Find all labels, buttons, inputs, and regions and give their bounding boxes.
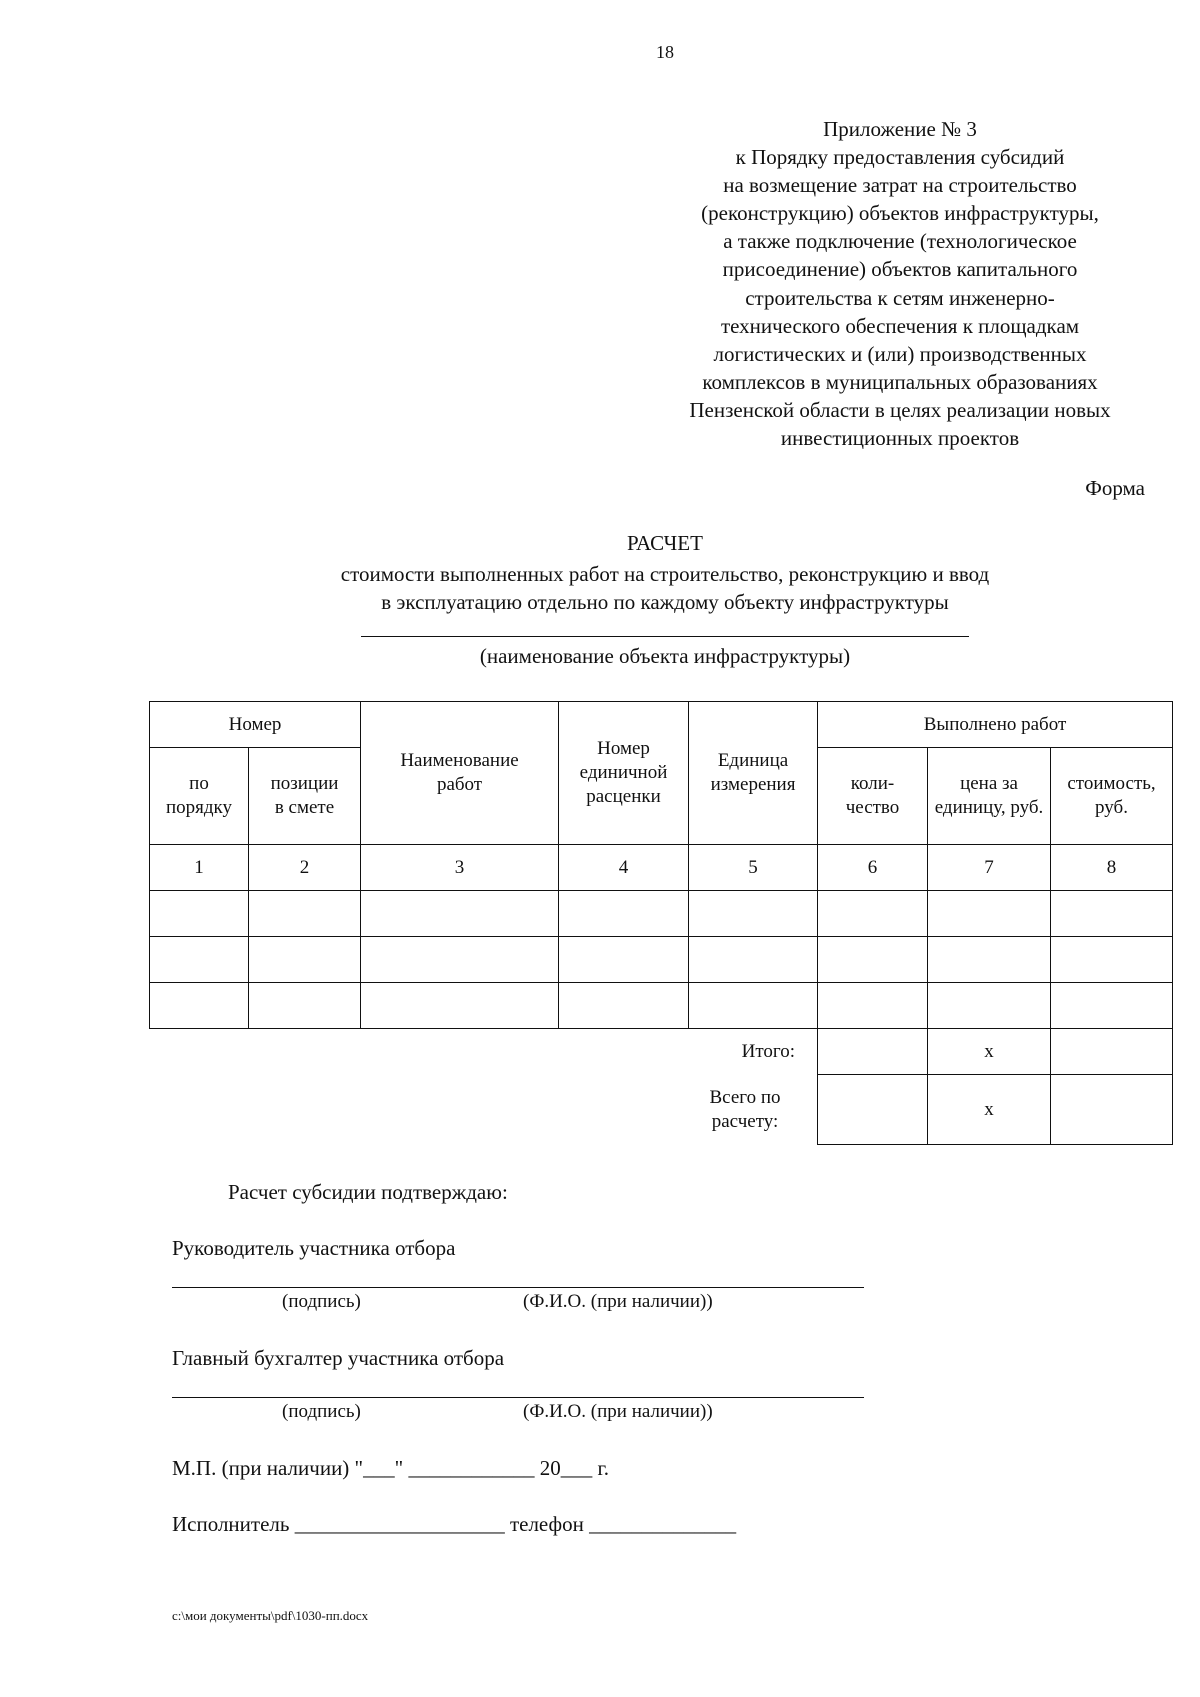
appendix-line: Приложение № 3 xyxy=(823,117,977,141)
table-cell[interactable] xyxy=(361,983,559,1029)
calculation-table xyxy=(149,701,1173,1145)
table-cell[interactable] xyxy=(818,937,928,983)
appendix-line: (реконструкцию) объектов инфраструктуры, xyxy=(701,201,1099,226)
head-name-caption: (Ф.И.О. (при наличии)) xyxy=(523,1291,713,1312)
table-cell[interactable] xyxy=(1051,983,1173,1029)
table-cell[interactable] xyxy=(689,891,818,937)
table-cell[interactable] xyxy=(818,891,928,937)
total-cost-cell[interactable] xyxy=(1051,1029,1173,1075)
table-cell[interactable] xyxy=(150,937,249,983)
grand-cost-cell[interactable] xyxy=(1051,1075,1173,1145)
table-cell[interactable] xyxy=(249,983,361,1029)
grand-quantity-cell[interactable] xyxy=(818,1075,928,1145)
table-cell[interactable] xyxy=(361,891,559,937)
appendix-line: на возмещение затрат на строительство xyxy=(723,173,1077,198)
document-subtitle-line-1: стоимости выполненных работ на строительство, реконструкцию и ввод xyxy=(340,562,990,586)
table-row xyxy=(150,937,1173,983)
column-number: 3 xyxy=(361,845,559,891)
table-cell[interactable] xyxy=(928,937,1051,983)
column-number: 1 xyxy=(150,845,249,891)
executor-phone-line: Исполнитель ____________________ телефон ______________ xyxy=(172,1512,737,1536)
appendix-line: присоединение) объектов капитального xyxy=(722,257,1078,282)
header-quantity: коли-чество xyxy=(818,748,928,845)
header-work-name: Наименование работ xyxy=(361,702,559,845)
head-label: Руководитель участника отбора xyxy=(172,1236,456,1260)
appendix-line: к Порядку предоставления субсидий xyxy=(735,145,1065,170)
accountant-sign-caption: (подпись) xyxy=(282,1401,361,1422)
header-number-group: Номер xyxy=(150,702,361,748)
table-cell[interactable] xyxy=(150,983,249,1029)
appendix-line: инвестиционных проектов xyxy=(780,426,1020,451)
form-label: Форма xyxy=(1085,476,1145,500)
header-price: цена за единицу, руб. xyxy=(928,748,1051,845)
table-cell[interactable] xyxy=(559,983,689,1029)
total-price-cell: x xyxy=(928,1029,1051,1075)
column-number: 4 xyxy=(559,845,689,891)
table-cell[interactable] xyxy=(928,983,1051,1029)
confirm-text: Расчет субсидии подтверждаю: xyxy=(228,1180,508,1204)
object-name-field[interactable] xyxy=(0,618,1200,643)
column-number: 6 xyxy=(818,845,928,891)
table-header-row xyxy=(150,702,1173,748)
total-quantity-cell[interactable] xyxy=(818,1029,928,1075)
header-done-group: Выполнено работ xyxy=(818,702,1173,748)
table-row xyxy=(150,983,1173,1029)
accountant-name-caption: (Ф.И.О. (при наличии)) xyxy=(523,1401,713,1422)
column-number-row xyxy=(150,845,1173,891)
document-title: РАСЧЕТ xyxy=(627,531,703,555)
table-cell[interactable] xyxy=(361,937,559,983)
file-path: c:\мои документы\pdf\1030-пп.docx xyxy=(172,1608,369,1623)
head-sign-caption: (подпись) xyxy=(282,1291,361,1312)
appendix-line: комплексов в муниципальных образованиях xyxy=(702,369,1098,394)
head-signature-line[interactable] xyxy=(172,1287,864,1288)
table-cell[interactable] xyxy=(559,937,689,983)
table-cell[interactable] xyxy=(928,891,1051,937)
table-cell[interactable] xyxy=(1051,937,1173,983)
table-row xyxy=(150,891,1173,937)
header-position: позиции в смете xyxy=(249,748,361,845)
accountant-signature-line[interactable] xyxy=(172,1397,864,1398)
appendix-line: а также подключение (технологическое xyxy=(723,229,1077,254)
header-rate-number: Номер единичной расценки xyxy=(559,702,689,845)
appendix-line: логистических и (или) производственных xyxy=(713,341,1087,366)
table-cell[interactable] xyxy=(818,983,928,1029)
table-cell[interactable] xyxy=(249,891,361,937)
page-number: 18 xyxy=(656,42,674,62)
column-number: 5 xyxy=(689,845,818,891)
header-order: по порядку xyxy=(150,748,249,845)
accountant-label: Главный бухгалтер участника отбора xyxy=(172,1346,505,1370)
table-cell[interactable] xyxy=(559,891,689,937)
table-cell[interactable] xyxy=(689,983,818,1029)
total-label: Итого: xyxy=(741,1040,796,1062)
column-number: 8 xyxy=(1051,845,1173,891)
grand-total-label: Всего по расчету: xyxy=(709,1086,781,1132)
appendix-line: технического обеспечения к площадкам xyxy=(720,313,1080,338)
appendix-line: строительства к сетям инженерно- xyxy=(745,285,1055,310)
document-subtitle-line-2: в эксплуатацию отдельно по каждому объекту инфраструктуры xyxy=(381,590,949,614)
stamp-date-line: М.П. (при наличии) "___" ____________ 20___ г. xyxy=(172,1456,609,1480)
appendix-line: Пензенской области в целях реализации новых xyxy=(689,397,1111,422)
object-name-caption: (наименование объекта инфраструктуры) xyxy=(479,644,851,668)
grand-price-cell: x xyxy=(928,1075,1051,1145)
appendix-header xyxy=(610,115,1190,452)
table-cell[interactable] xyxy=(150,891,249,937)
header-cost: стоимость, руб. xyxy=(1051,748,1173,845)
table-cell[interactable] xyxy=(1051,891,1173,937)
grand-total-row xyxy=(150,1075,1173,1145)
header-unit: Единица измерения xyxy=(689,702,818,845)
table-cell[interactable] xyxy=(689,937,818,983)
column-number: 2 xyxy=(249,845,361,891)
table-cell[interactable] xyxy=(249,937,361,983)
column-number: 7 xyxy=(928,845,1051,891)
total-row xyxy=(150,1029,1173,1075)
